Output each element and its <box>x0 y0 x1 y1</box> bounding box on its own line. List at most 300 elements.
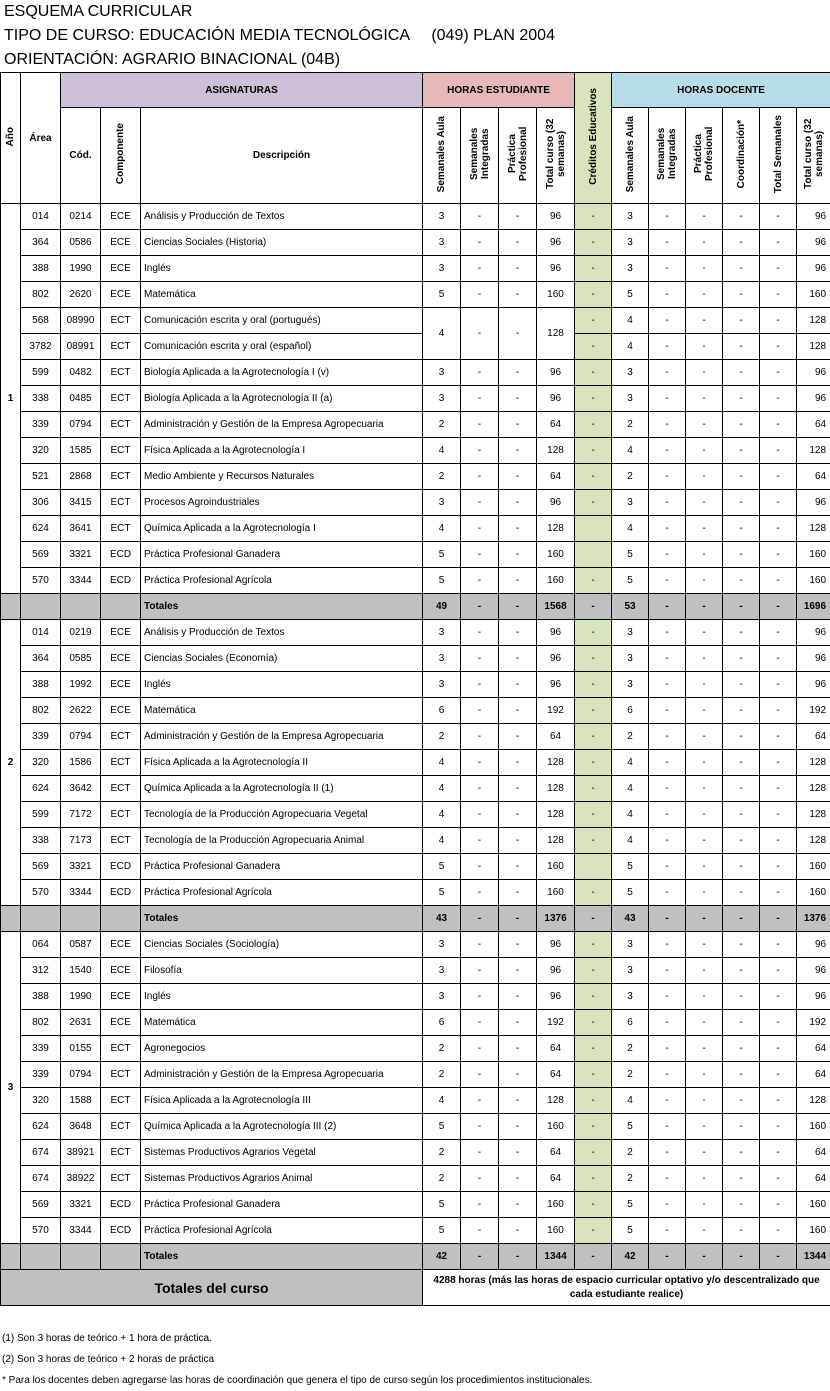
creditos-cell: - <box>575 1140 612 1166</box>
he-practica-cell: - <box>499 1166 537 1192</box>
componente-cell: ECE <box>101 256 141 282</box>
hd-total-cell: 64 <box>797 1036 830 1062</box>
hd-coordinacion-cell: - <box>723 412 760 438</box>
area-cell: 312 <box>21 958 61 984</box>
table-row <box>1 828 830 854</box>
totals-row <box>1 1244 830 1270</box>
hd-total-semanales-cell: - <box>760 1218 797 1244</box>
he-total-cell: 96 <box>537 646 575 672</box>
col-he-semanales-integradas-header: Semanales Integradas <box>461 108 499 204</box>
he-practica-cell: - <box>499 828 537 854</box>
hd-semanales-integradas-cell: - <box>649 932 686 958</box>
descripcion-cell: Medio Ambiente y Recursos Naturales <box>141 464 423 490</box>
he-semanales-integradas-cell: - <box>461 412 499 438</box>
he-practica-cell: - <box>499 880 537 906</box>
descripcion-cell: Práctica Profesional Ganadera <box>141 854 423 880</box>
totals-hd-practica: - <box>686 1244 723 1270</box>
totals-empty-cell <box>101 1244 141 1270</box>
he-total-cell: 96 <box>537 672 575 698</box>
hd-total-cell: 96 <box>797 360 830 386</box>
table-row <box>1 438 830 464</box>
cod-cell: 7173 <box>61 828 101 854</box>
area-cell: 624 <box>21 1114 61 1140</box>
hd-coordinacion-cell: - <box>723 516 760 542</box>
descripcion-cell: Agronegocios <box>141 1036 423 1062</box>
hd-semanales-integradas-cell: - <box>649 204 686 230</box>
he-total-cell: 64 <box>537 1166 575 1192</box>
totals-he-total: 1568 <box>537 594 575 620</box>
he-practica-cell: - <box>499 698 537 724</box>
col-hd-semanales-integradas-header: Semanales Integradas <box>649 108 686 204</box>
hd-semanales-integradas-cell: - <box>649 724 686 750</box>
hd-total-semanales-cell: - <box>760 1166 797 1192</box>
hd-semanales-integradas-cell: - <box>649 750 686 776</box>
totals-hd-total: 1376 <box>797 906 830 932</box>
hd-coordinacion-cell: - <box>723 568 760 594</box>
hd-semanales-aula-cell: 3 <box>612 672 649 698</box>
cod-cell: 08990 <box>61 308 101 334</box>
hd-semanales-integradas-cell: - <box>649 620 686 646</box>
curriculum-table <box>0 72 830 1306</box>
creditos-cell: - <box>575 1114 612 1140</box>
descripcion-cell: Administración y Gestión de la Empresa Agropecuaria <box>141 724 423 750</box>
cod-cell: 0794 <box>61 1062 101 1088</box>
componente-cell: ECT <box>101 516 141 542</box>
he-practica-cell: - <box>499 724 537 750</box>
area-cell: 339 <box>21 1062 61 1088</box>
totals-creditos: - <box>575 906 612 932</box>
hd-total-semanales-cell: - <box>760 568 797 594</box>
hd-semanales-aula-cell: 5 <box>612 1114 649 1140</box>
descripcion-cell: Sistemas Productivos Agrarios Vegetal <box>141 1140 423 1166</box>
hd-semanales-aula-cell: 4 <box>612 1088 649 1114</box>
hd-total-cell: 96 <box>797 620 830 646</box>
hd-semanales-integradas-cell: - <box>649 334 686 360</box>
hd-total-semanales-cell: - <box>760 776 797 802</box>
he-semanales-integradas-cell: - <box>461 854 499 880</box>
he-semanales-aula-cell: 2 <box>423 1166 461 1192</box>
hd-total-semanales-cell: - <box>760 1114 797 1140</box>
hd-coordinacion-cell: - <box>723 282 760 308</box>
hd-practica-cell: - <box>686 698 723 724</box>
cod-cell: 3321 <box>61 1192 101 1218</box>
he-practica-cell: - <box>499 1192 537 1218</box>
descripcion-cell: Matemática <box>141 282 423 308</box>
hd-practica-cell: - <box>686 1062 723 1088</box>
area-cell: 339 <box>21 1036 61 1062</box>
he-total-cell: 96 <box>537 360 575 386</box>
table-row <box>1 932 830 958</box>
asignaturas-group-header: ASIGNATURAS <box>61 73 423 108</box>
he-semanales-aula-cell: 3 <box>423 230 461 256</box>
he-semanales-integradas-cell: - <box>461 1166 499 1192</box>
hd-practica-cell: - <box>686 1114 723 1140</box>
componente-cell: ECT <box>101 490 141 516</box>
creditos-cell: - <box>575 360 612 386</box>
he-semanales-integradas-cell: - <box>461 828 499 854</box>
he-semanales-integradas-cell: - <box>461 802 499 828</box>
creditos-cell: - <box>575 1010 612 1036</box>
hd-semanales-integradas-cell: - <box>649 1218 686 1244</box>
he-semanales-aula-cell: 5 <box>423 880 461 906</box>
hd-coordinacion-cell: - <box>723 464 760 490</box>
descripcion-cell: Práctica Profesional Ganadera <box>141 542 423 568</box>
hd-total-semanales-cell: - <box>760 282 797 308</box>
he-practica-cell: - <box>499 516 537 542</box>
hd-practica-cell: - <box>686 1218 723 1244</box>
componente-cell: ECD <box>101 1192 141 1218</box>
area-cell: 568 <box>21 308 61 334</box>
hd-semanales-integradas-cell: - <box>649 672 686 698</box>
cod-cell: 1990 <box>61 984 101 1010</box>
table-row <box>1 334 830 360</box>
totals-label: Totales <box>141 594 423 620</box>
area-cell: 320 <box>21 1088 61 1114</box>
cod-cell: 1588 <box>61 1088 101 1114</box>
he-semanales-integradas-cell: - <box>461 880 499 906</box>
hd-total-semanales-cell: - <box>760 464 797 490</box>
he-total-cell: 64 <box>537 1062 575 1088</box>
he-total-cell: 160 <box>537 542 575 568</box>
he-semanales-aula-cell: 4 <box>423 750 461 776</box>
hd-coordinacion-cell: - <box>723 1166 760 1192</box>
hd-semanales-integradas-cell: - <box>649 438 686 464</box>
creditos-cell: - <box>575 724 612 750</box>
hd-total-cell: 64 <box>797 464 830 490</box>
totals-empty-cell <box>21 1244 61 1270</box>
hd-total-semanales-cell: - <box>760 620 797 646</box>
hd-total-semanales-cell: - <box>760 438 797 464</box>
creditos-cell: - <box>575 1036 612 1062</box>
he-total-cell: 128 <box>537 438 575 464</box>
area-cell: 624 <box>21 516 61 542</box>
descripcion-cell: Química Aplicada a la Agrotecnología I <box>141 516 423 542</box>
hd-semanales-integradas-cell: - <box>649 1140 686 1166</box>
he-semanales-integradas-cell: - <box>461 1218 499 1244</box>
table-row <box>1 1036 830 1062</box>
cod-cell: 0155 <box>61 1036 101 1062</box>
hd-coordinacion-cell: - <box>723 1192 760 1218</box>
creditos-cell: - <box>575 204 612 230</box>
area-cell: 388 <box>21 672 61 698</box>
totals-hd-semanales-integradas: - <box>649 594 686 620</box>
area-cell: 674 <box>21 1140 61 1166</box>
hd-total-semanales-cell: - <box>760 1010 797 1036</box>
col-hd-total-header: Total curso (32 semanas) <box>797 108 830 204</box>
totals-empty-cell <box>1 906 21 932</box>
hd-total-semanales-cell: - <box>760 854 797 880</box>
hd-semanales-aula-cell: 5 <box>612 1192 649 1218</box>
hd-semanales-aula-cell: 6 <box>612 698 649 724</box>
he-semanales-integradas-cell: - <box>461 698 499 724</box>
he-total-cell: 96 <box>537 984 575 1010</box>
footnote-1: (1) Son 3 horas de teórico + 1 hora de práctica. <box>0 1328 830 1349</box>
he-total-cell: 96 <box>537 620 575 646</box>
he-semanales-aula-cell: 5 <box>423 282 461 308</box>
he-practica-cell: - <box>499 204 537 230</box>
hd-total-cell: 96 <box>797 230 830 256</box>
he-total-cell: 160 <box>537 282 575 308</box>
he-total-cell: 160 <box>537 1114 575 1140</box>
he-semanales-integradas-cell: - <box>461 1114 499 1140</box>
area-cell: 364 <box>21 230 61 256</box>
he-practica-cell: - <box>499 256 537 282</box>
hd-semanales-aula-cell: 2 <box>612 412 649 438</box>
horas-docente-group-header: HORAS DOCENTE <box>612 73 830 108</box>
hd-semanales-aula-cell: 3 <box>612 490 649 516</box>
hd-practica-cell: - <box>686 308 723 334</box>
col-descripcion-header: Descripción <box>141 108 423 204</box>
cod-cell: 0214 <box>61 204 101 230</box>
hd-coordinacion-cell: - <box>723 490 760 516</box>
totals-he-practica: - <box>499 594 537 620</box>
hd-total-cell: 128 <box>797 776 830 802</box>
he-total-cell: 128 <box>537 828 575 854</box>
totals-he-semanales-integradas: - <box>461 1244 499 1270</box>
creditos-cell: - <box>575 646 612 672</box>
he-semanales-integradas-cell: - <box>461 958 499 984</box>
table-row <box>1 880 830 906</box>
totals-row <box>1 906 830 932</box>
hd-practica-cell: - <box>686 1010 723 1036</box>
hd-semanales-integradas-cell: - <box>649 802 686 828</box>
componente-cell: ECD <box>101 1218 141 1244</box>
table-row <box>1 750 830 776</box>
area-cell: 570 <box>21 568 61 594</box>
descripcion-cell: Comunicación escrita y oral (español) <box>141 334 423 360</box>
he-semanales-aula-cell: 3 <box>423 958 461 984</box>
he-practica-cell: - <box>499 308 537 360</box>
hd-practica-cell: - <box>686 1192 723 1218</box>
descripcion-cell: Práctica Profesional Agrícola <box>141 568 423 594</box>
componente-cell: ECE <box>101 620 141 646</box>
hd-practica-cell: - <box>686 828 723 854</box>
cod-cell: 0794 <box>61 724 101 750</box>
hd-semanales-aula-cell: 3 <box>612 360 649 386</box>
hd-total-semanales-cell: - <box>760 516 797 542</box>
hd-practica-cell: - <box>686 568 723 594</box>
creditos-cell: - <box>575 568 612 594</box>
componente-cell: ECT <box>101 802 141 828</box>
creditos-cell: - <box>575 932 612 958</box>
totals-hd-total: 1696 <box>797 594 830 620</box>
area-cell: 320 <box>21 750 61 776</box>
hd-coordinacion-cell: - <box>723 230 760 256</box>
hd-coordinacion-cell: - <box>723 828 760 854</box>
hd-semanales-aula-cell: 2 <box>612 1036 649 1062</box>
table-row <box>1 568 830 594</box>
he-practica-cell: - <box>499 984 537 1010</box>
table-row <box>1 230 830 256</box>
hd-practica-cell: - <box>686 256 723 282</box>
hd-total-semanales-cell: - <box>760 802 797 828</box>
he-semanales-integradas-cell: - <box>461 256 499 282</box>
he-practica-cell: - <box>499 282 537 308</box>
course-total-row <box>1 1270 830 1306</box>
he-semanales-integradas-cell: - <box>461 984 499 1010</box>
hd-semanales-integradas-cell: - <box>649 412 686 438</box>
area-cell: 569 <box>21 542 61 568</box>
hd-total-cell: 96 <box>797 932 830 958</box>
totals-hd-coordinacion: - <box>723 906 760 932</box>
descripcion-cell: Inglés <box>141 256 423 282</box>
hd-coordinacion-cell: - <box>723 308 760 334</box>
hd-total-cell: 128 <box>797 438 830 464</box>
hd-practica-cell: - <box>686 958 723 984</box>
he-semanales-aula-cell: 5 <box>423 1114 461 1140</box>
totals-he-total: 1344 <box>537 1244 575 1270</box>
he-semanales-integradas-cell: - <box>461 1010 499 1036</box>
he-semanales-aula-cell: 3 <box>423 360 461 386</box>
cod-cell: 0586 <box>61 230 101 256</box>
hd-practica-cell: - <box>686 438 723 464</box>
col-componente-header: Componente <box>101 108 141 204</box>
hd-total-cell: 96 <box>797 490 830 516</box>
year-cell: 1 <box>1 204 21 594</box>
he-semanales-integradas-cell: - <box>461 932 499 958</box>
table-row <box>1 1062 830 1088</box>
area-cell: 802 <box>21 1010 61 1036</box>
cod-cell: 3344 <box>61 568 101 594</box>
hd-semanales-integradas-cell: - <box>649 386 686 412</box>
creditos-cell: - <box>575 620 612 646</box>
totals-he-semanales-aula: 43 <box>423 906 461 932</box>
hd-semanales-integradas-cell: - <box>649 308 686 334</box>
hd-semanales-integradas-cell: - <box>649 854 686 880</box>
totals-hd-semanales-aula: 53 <box>612 594 649 620</box>
course-total-label: Totales del curso <box>1 1270 423 1306</box>
componente-cell: ECT <box>101 828 141 854</box>
hd-coordinacion-cell: - <box>723 958 760 984</box>
table-row <box>1 958 830 984</box>
creditos-cell: - <box>575 1166 612 1192</box>
hd-coordinacion-cell: - <box>723 724 760 750</box>
creditos-cell: - <box>575 386 612 412</box>
hd-total-cell: 128 <box>797 828 830 854</box>
table-row <box>1 516 830 542</box>
hd-semanales-integradas-cell: - <box>649 490 686 516</box>
hd-total-cell: 160 <box>797 568 830 594</box>
cod-cell: 38922 <box>61 1166 101 1192</box>
componente-cell: ECE <box>101 672 141 698</box>
hd-practica-cell: - <box>686 412 723 438</box>
he-semanales-aula-cell: 4 <box>423 828 461 854</box>
descripcion-cell: Inglés <box>141 984 423 1010</box>
he-practica-cell: - <box>499 464 537 490</box>
hd-semanales-integradas-cell: - <box>649 1010 686 1036</box>
hd-coordinacion-cell: - <box>723 672 760 698</box>
hd-semanales-integradas-cell: - <box>649 1166 686 1192</box>
hd-practica-cell: - <box>686 386 723 412</box>
footnote-2: (2) Son 3 horas de teórico + 2 horas de práctica <box>0 1349 830 1370</box>
table-row <box>1 490 830 516</box>
creditos-cell <box>575 516 612 542</box>
hd-semanales-aula-cell: 3 <box>612 256 649 282</box>
cod-cell: 0794 <box>61 412 101 438</box>
he-semanales-integradas-cell: - <box>461 464 499 490</box>
totals-he-semanales-aula: 42 <box>423 1244 461 1270</box>
he-total-cell: 160 <box>537 1218 575 1244</box>
componente-cell: ECT <box>101 464 141 490</box>
cod-cell: 2622 <box>61 698 101 724</box>
he-total-cell: 128 <box>537 1088 575 1114</box>
cod-cell: 3321 <box>61 542 101 568</box>
he-semanales-aula-cell: 3 <box>423 620 461 646</box>
table-row <box>1 464 830 490</box>
totals-empty-cell <box>61 906 101 932</box>
area-cell: 570 <box>21 1218 61 1244</box>
hd-total-cell: 160 <box>797 880 830 906</box>
hd-semanales-integradas-cell: - <box>649 230 686 256</box>
table-row <box>1 724 830 750</box>
creditos-cell: - <box>575 230 612 256</box>
he-semanales-aula-cell: 3 <box>423 646 461 672</box>
descripcion-cell: Filosofía <box>141 958 423 984</box>
he-semanales-aula-cell: 3 <box>423 204 461 230</box>
he-semanales-aula-cell: 4 <box>423 1088 461 1114</box>
descripcion-cell: Sistemas Productivos Agrarios Animal <box>141 1166 423 1192</box>
hd-semanales-aula-cell: 2 <box>612 1062 649 1088</box>
totals-empty-cell <box>1 594 21 620</box>
descripcion-cell: Tecnología de la Producción Agropecuaria Animal <box>141 828 423 854</box>
he-practica-cell: - <box>499 568 537 594</box>
cod-cell: 1992 <box>61 672 101 698</box>
table-row <box>1 542 830 568</box>
totals-empty-cell <box>101 906 141 932</box>
totals-hd-practica: - <box>686 594 723 620</box>
table-row <box>1 204 830 230</box>
hd-practica-cell: - <box>686 542 723 568</box>
he-semanales-integradas-cell: - <box>461 1036 499 1062</box>
he-semanales-aula-cell: 5 <box>423 1218 461 1244</box>
hd-semanales-aula-cell: 4 <box>612 750 649 776</box>
cod-cell: 3344 <box>61 880 101 906</box>
hd-total-semanales-cell: - <box>760 412 797 438</box>
he-semanales-integradas-cell: - <box>461 516 499 542</box>
creditos-cell: - <box>575 698 612 724</box>
hd-total-semanales-cell: - <box>760 1192 797 1218</box>
hd-practica-cell: - <box>686 620 723 646</box>
componente-cell: ECT <box>101 360 141 386</box>
area-cell: 364 <box>21 646 61 672</box>
area-cell: 388 <box>21 984 61 1010</box>
he-semanales-aula-cell: 3 <box>423 984 461 1010</box>
area-cell: 014 <box>21 204 61 230</box>
cod-cell: 0587 <box>61 932 101 958</box>
hd-total-semanales-cell: - <box>760 256 797 282</box>
he-semanales-integradas-cell: - <box>461 1088 499 1114</box>
he-semanales-aula-cell: 4 <box>423 776 461 802</box>
he-total-cell: 192 <box>537 1010 575 1036</box>
hd-semanales-aula-cell: 3 <box>612 958 649 984</box>
hd-practica-cell: - <box>686 932 723 958</box>
he-semanales-aula-cell: 2 <box>423 1062 461 1088</box>
cod-cell: 0485 <box>61 386 101 412</box>
descripcion-cell: Física Aplicada a la Agrotecnología II <box>141 750 423 776</box>
componente-cell: ECT <box>101 1140 141 1166</box>
hd-total-semanales-cell: - <box>760 932 797 958</box>
he-total-cell: 96 <box>537 386 575 412</box>
he-semanales-aula-cell: 6 <box>423 1010 461 1036</box>
he-semanales-aula-cell: 2 <box>423 464 461 490</box>
totals-he-semanales-integradas: - <box>461 906 499 932</box>
hd-semanales-integradas-cell: - <box>649 828 686 854</box>
componente-cell: ECT <box>101 750 141 776</box>
hd-coordinacion-cell: - <box>723 1218 760 1244</box>
table-row <box>1 1010 830 1036</box>
hd-semanales-aula-cell: 4 <box>612 308 649 334</box>
table-row <box>1 776 830 802</box>
